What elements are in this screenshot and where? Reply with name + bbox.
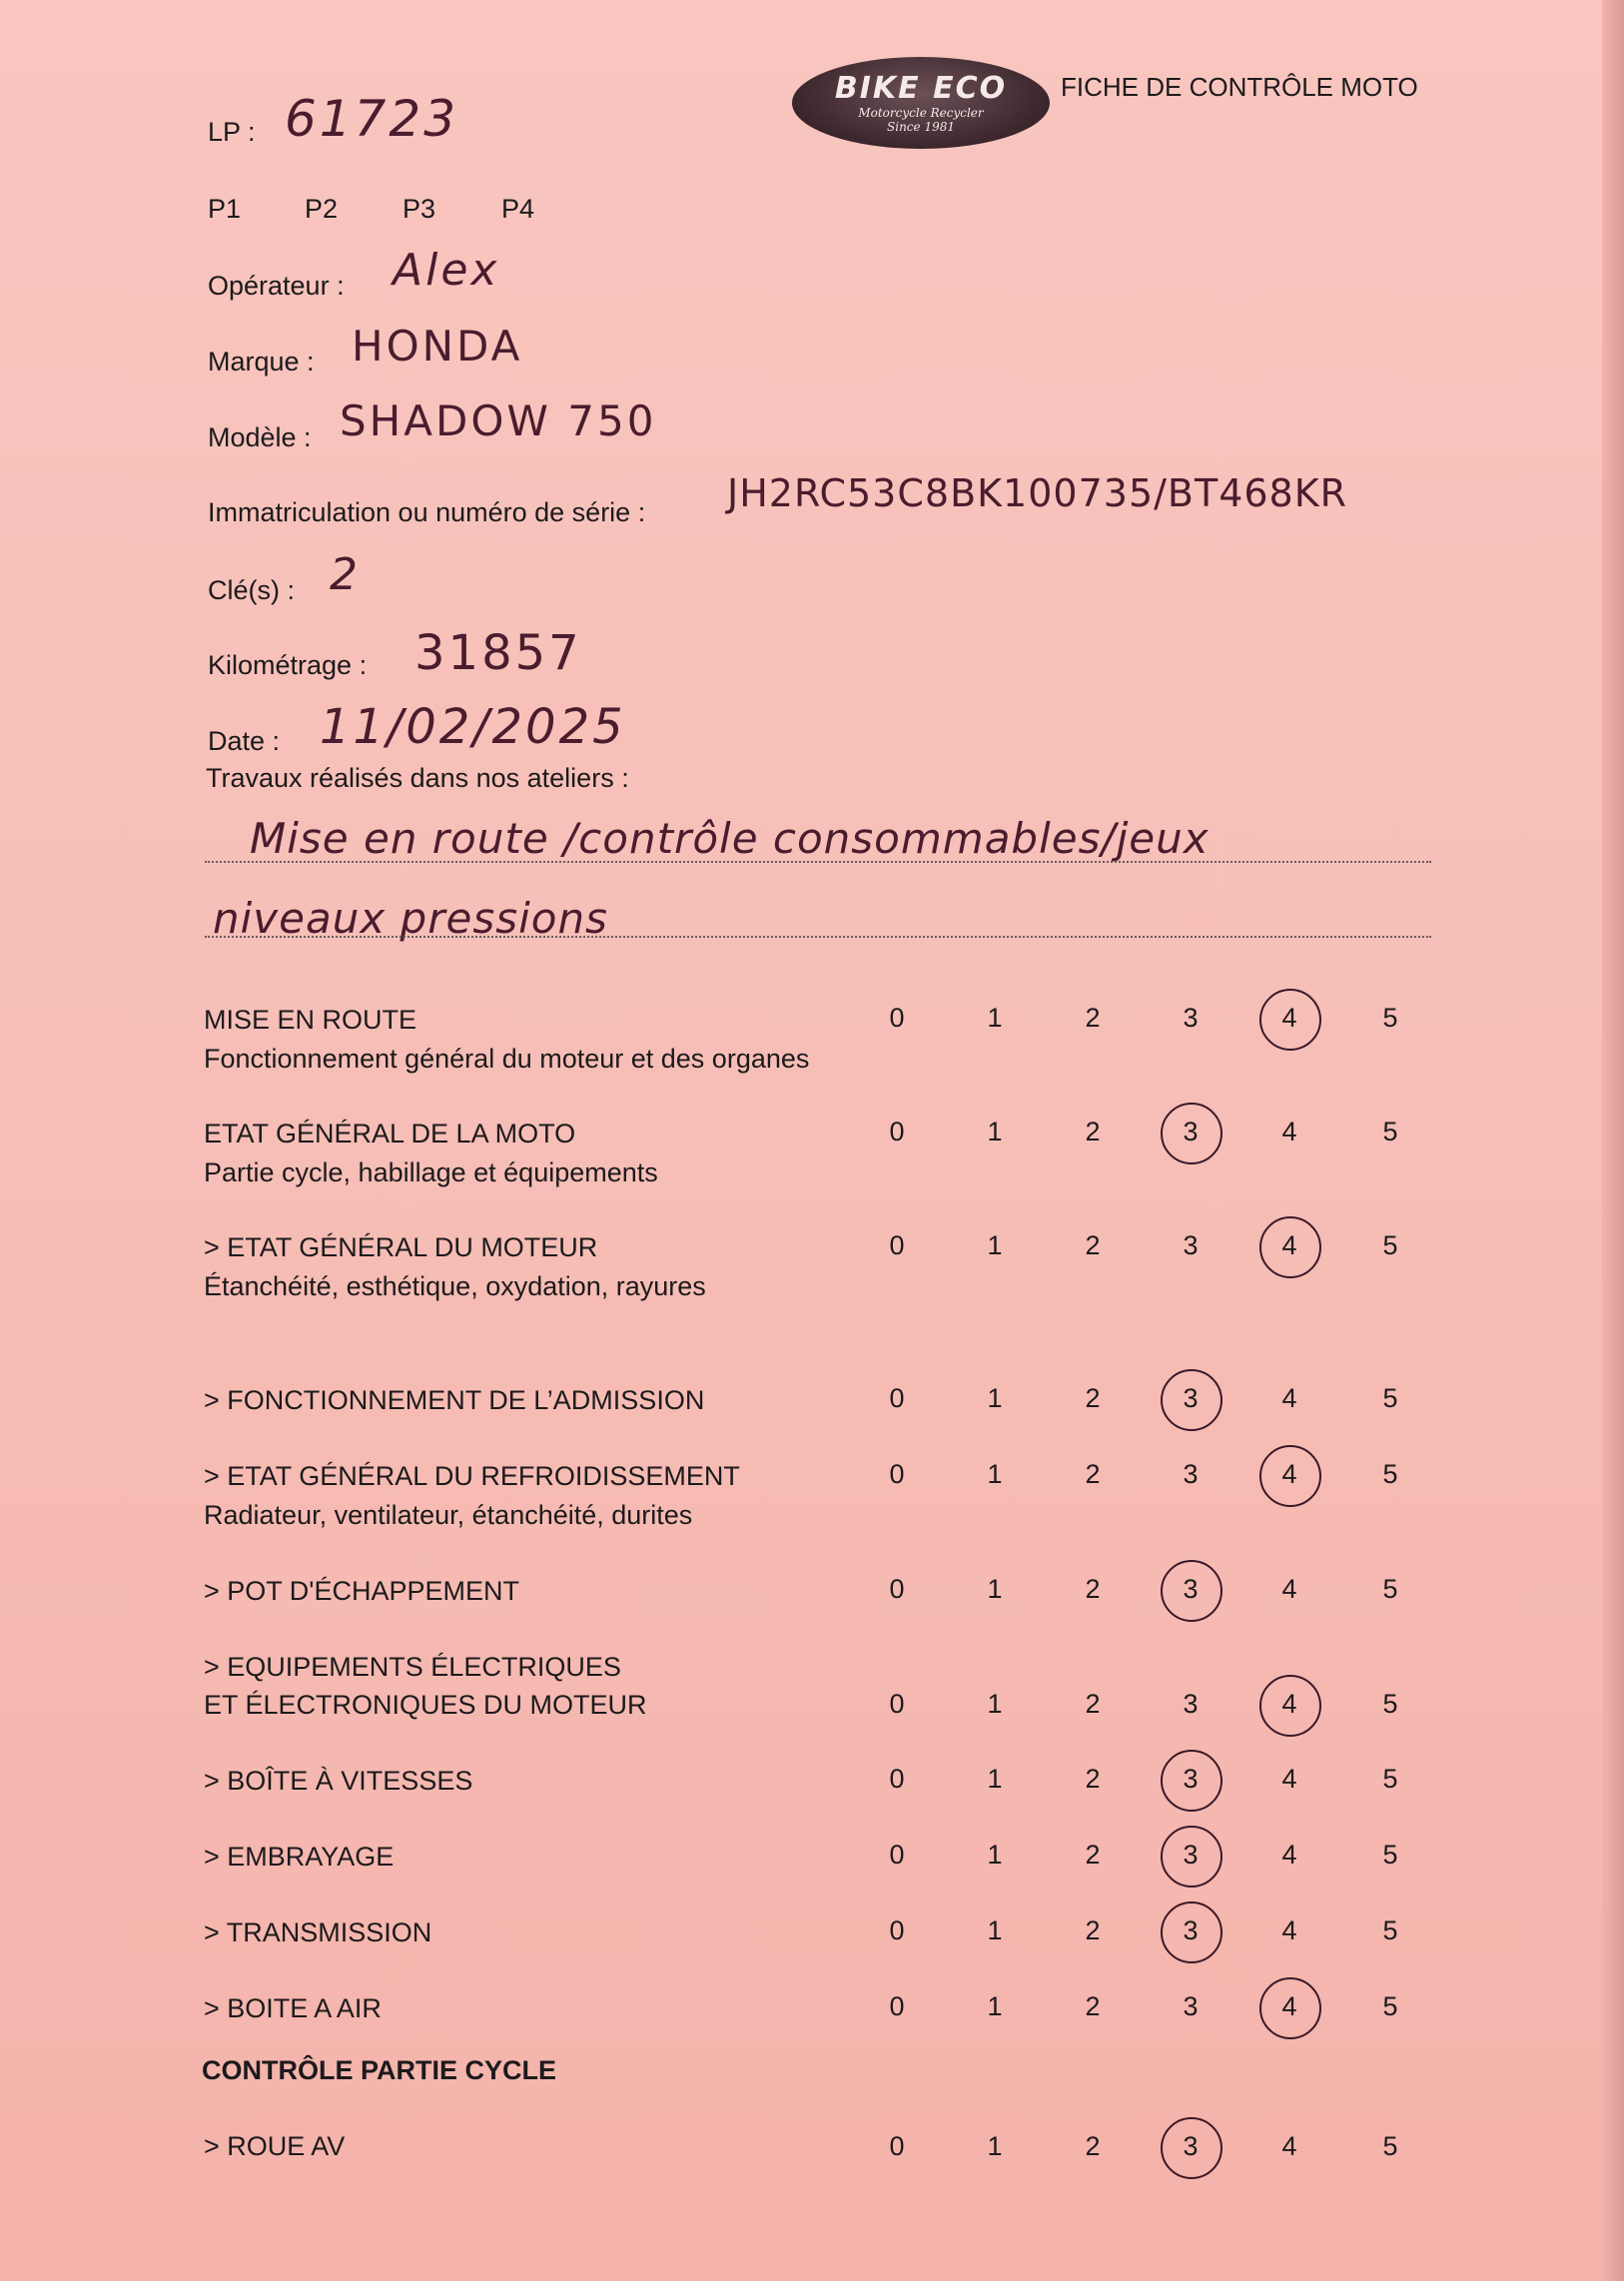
travaux-line-2: niveaux pressions (213, 894, 608, 943)
score-option-2[interactable]: 2 (1085, 1003, 1101, 1033)
travaux-label: Travaux réalisés dans nos ateliers : (206, 763, 629, 793)
score-option-4[interactable]: 4 (1281, 1915, 1297, 1945)
bike-eco-logo (792, 57, 1050, 149)
score-option-0[interactable]: 0 (889, 1840, 905, 1870)
marque-label: Marque : (208, 347, 315, 377)
score-option-1[interactable]: 1 (987, 1915, 1003, 1945)
score-option-0[interactable]: 0 (889, 1003, 905, 1033)
score-option-3[interactable]: 3 (1183, 1230, 1199, 1260)
score-option-3[interactable]: 3 (1183, 1915, 1199, 1945)
rating-circle (1161, 2117, 1222, 2179)
score-option-5[interactable]: 5 (1382, 1764, 1398, 1794)
score-option-0[interactable]: 0 (889, 1117, 905, 1146)
logo-since: Since 1981 (887, 120, 955, 134)
check-title: MISE EN ROUTE (204, 1005, 417, 1035)
score-option-0[interactable]: 0 (889, 1574, 905, 1604)
score-option-0[interactable]: 0 (889, 2131, 905, 2161)
rating-circle (1161, 1103, 1222, 1164)
score-option-5[interactable]: 5 (1382, 1230, 1398, 1260)
check-title: > ETAT GÉNÉRAL DU MOTEUR (204, 1232, 598, 1262)
score-option-0[interactable]: 0 (889, 1383, 905, 1413)
score-option-5[interactable]: 5 (1382, 1574, 1398, 1604)
travaux-line-1: Mise en route /contrôle consommables/jeux (250, 814, 1210, 863)
score-option-5[interactable]: 5 (1382, 2131, 1398, 2161)
check-title: > POT D'ÉCHAPPEMENT (204, 1576, 519, 1606)
modele-value: SHADOW 750 (340, 396, 657, 445)
score-option-4[interactable]: 4 (1281, 1117, 1297, 1146)
score-option-2[interactable]: 2 (1085, 1459, 1101, 1489)
score-option-4[interactable]: 4 (1281, 1003, 1297, 1033)
score-option-2[interactable]: 2 (1085, 1840, 1101, 1870)
score-option-5[interactable]: 5 (1382, 1840, 1398, 1870)
score-option-1[interactable]: 1 (987, 1383, 1003, 1413)
check-subtitle: ET ÉLECTRONIQUES DU MOTEUR (204, 1690, 647, 1720)
score-option-3[interactable]: 3 (1183, 1003, 1199, 1033)
check-subtitle: Partie cycle, habillage et équipements (204, 1157, 658, 1187)
score-option-3[interactable]: 3 (1183, 1459, 1199, 1489)
rating-circle (1161, 1560, 1222, 1622)
section-title: CONTRÔLE PARTIE CYCLE (202, 2055, 557, 2085)
rating-circle (1259, 1977, 1321, 2039)
score-option-3[interactable]: 3 (1183, 1991, 1199, 2021)
score-option-1[interactable]: 1 (987, 1459, 1003, 1489)
score-option-2[interactable]: 2 (1085, 1991, 1101, 2021)
score-option-1[interactable]: 1 (987, 1230, 1003, 1260)
score-option-2[interactable]: 2 (1085, 1117, 1101, 1146)
dotted-line (205, 936, 1431, 938)
p1-option: P1 (208, 194, 242, 224)
check-title: > BOÎTE À VITESSES (204, 1766, 473, 1796)
form-title: FICHE DE CONTRÔLE MOTO (1061, 72, 1418, 102)
rating-circle (1259, 1216, 1321, 1278)
score-option-4[interactable]: 4 (1281, 1574, 1297, 1604)
check-subtitle: Fonctionnement général du moteur et des organes (204, 1044, 810, 1074)
date-value: 11/02/2025 (320, 699, 626, 755)
score-option-5[interactable]: 5 (1382, 1003, 1398, 1033)
score-option-3[interactable]: 3 (1183, 1764, 1199, 1794)
score-option-3[interactable]: 3 (1183, 1840, 1199, 1870)
rating-circle (1161, 1750, 1222, 1812)
score-option-3[interactable]: 3 (1183, 1574, 1199, 1604)
logo-text: BIKE ECO (834, 71, 1008, 106)
score-option-3[interactable]: 3 (1183, 1383, 1199, 1413)
rating-circle (1259, 1675, 1321, 1737)
score-option-5[interactable]: 5 (1382, 1689, 1398, 1719)
score-option-0[interactable]: 0 (889, 1689, 905, 1719)
kilometrage-value: 31857 (414, 625, 582, 681)
score-option-1[interactable]: 1 (987, 1991, 1003, 2021)
score-option-5[interactable]: 5 (1382, 1383, 1398, 1413)
check-title: > ETAT GÉNÉRAL DU REFROIDISSEMENT (204, 1461, 740, 1491)
score-option-1[interactable]: 1 (987, 1764, 1003, 1794)
score-option-2[interactable]: 2 (1085, 2131, 1101, 2161)
score-option-3[interactable]: 3 (1183, 2131, 1199, 2161)
operateur-value: Alex (393, 245, 500, 296)
score-option-4[interactable]: 4 (1281, 2131, 1297, 2161)
rating-circle (1259, 1445, 1321, 1507)
p4-option: P4 (501, 194, 535, 224)
p3-option: P3 (403, 194, 436, 224)
score-option-5[interactable]: 5 (1382, 1991, 1398, 2021)
score-option-3[interactable]: 3 (1183, 1689, 1199, 1719)
check-title: > BOITE A AIR (204, 1993, 382, 2023)
lp-value: 61723 (285, 90, 459, 148)
score-option-1[interactable]: 1 (987, 1574, 1003, 1604)
score-option-4[interactable]: 4 (1281, 1689, 1297, 1719)
score-option-0[interactable]: 0 (889, 1230, 905, 1260)
score-option-4[interactable]: 4 (1281, 1840, 1297, 1870)
logo-tagline: Motorcycle Recycler (858, 106, 984, 120)
lp-label: LP : (208, 117, 256, 147)
score-option-1[interactable]: 1 (987, 1689, 1003, 1719)
score-option-5[interactable]: 5 (1382, 1117, 1398, 1146)
score-option-2[interactable]: 2 (1085, 1230, 1101, 1260)
cles-label: Clé(s) : (208, 575, 295, 605)
score-option-2[interactable]: 2 (1085, 1915, 1101, 1945)
immatriculation-label: Immatriculation ou numéro de série : (208, 497, 646, 527)
operateur-label: Opérateur : (208, 271, 345, 301)
check-title: ETAT GÉNÉRAL DE LA MOTO (204, 1119, 576, 1148)
score-option-0[interactable]: 0 (889, 1991, 905, 2021)
rating-circle (1259, 989, 1321, 1051)
score-option-2[interactable]: 2 (1085, 1764, 1101, 1794)
check-title: > EQUIPEMENTS ÉLECTRIQUES (204, 1652, 621, 1682)
rating-circle (1161, 1826, 1222, 1888)
score-option-1[interactable]: 1 (987, 2131, 1003, 2161)
score-option-4[interactable]: 4 (1281, 1459, 1297, 1489)
score-option-0[interactable]: 0 (889, 1764, 905, 1794)
score-option-1[interactable]: 1 (987, 1003, 1003, 1033)
check-title: > TRANSMISSION (204, 1917, 432, 1947)
score-option-0[interactable]: 0 (889, 1915, 905, 1945)
score-option-5[interactable]: 5 (1382, 1459, 1398, 1489)
cles-value: 2 (330, 549, 361, 600)
immatriculation-value: JH2RC53C8BK100735/BT468KR (727, 471, 1348, 515)
p2-option: P2 (305, 194, 339, 224)
score-option-4[interactable]: 4 (1281, 1230, 1297, 1260)
modele-label: Modèle : (208, 422, 312, 452)
marque-value: HONDA (352, 322, 523, 371)
score-option-4[interactable]: 4 (1281, 1991, 1297, 2021)
score-option-1[interactable]: 1 (987, 1117, 1003, 1146)
kilometrage-label: Kilométrage : (208, 650, 368, 680)
score-option-2[interactable]: 2 (1085, 1383, 1101, 1413)
score-option-3[interactable]: 3 (1183, 1117, 1199, 1146)
score-option-2[interactable]: 2 (1085, 1574, 1101, 1604)
rating-circle (1161, 1369, 1222, 1431)
score-option-4[interactable]: 4 (1281, 1383, 1297, 1413)
check-title: > EMBRAYAGE (204, 1842, 395, 1872)
score-option-2[interactable]: 2 (1085, 1689, 1101, 1719)
check-title: > ROUE AV (204, 2131, 346, 2161)
score-option-1[interactable]: 1 (987, 1840, 1003, 1870)
score-option-5[interactable]: 5 (1382, 1915, 1398, 1945)
paper-edge (1602, 0, 1624, 2281)
date-label: Date : (208, 726, 281, 756)
dotted-line (205, 861, 1431, 863)
score-option-4[interactable]: 4 (1281, 1764, 1297, 1794)
check-title: > FONCTIONNEMENT DE L’ADMISSION (204, 1385, 705, 1415)
check-subtitle: Radiateur, ventilateur, étanchéité, durites (204, 1500, 693, 1530)
score-option-0[interactable]: 0 (889, 1459, 905, 1489)
check-subtitle: Étanchéité, esthétique, oxydation, rayures (204, 1271, 706, 1301)
rating-circle (1161, 1901, 1222, 1963)
